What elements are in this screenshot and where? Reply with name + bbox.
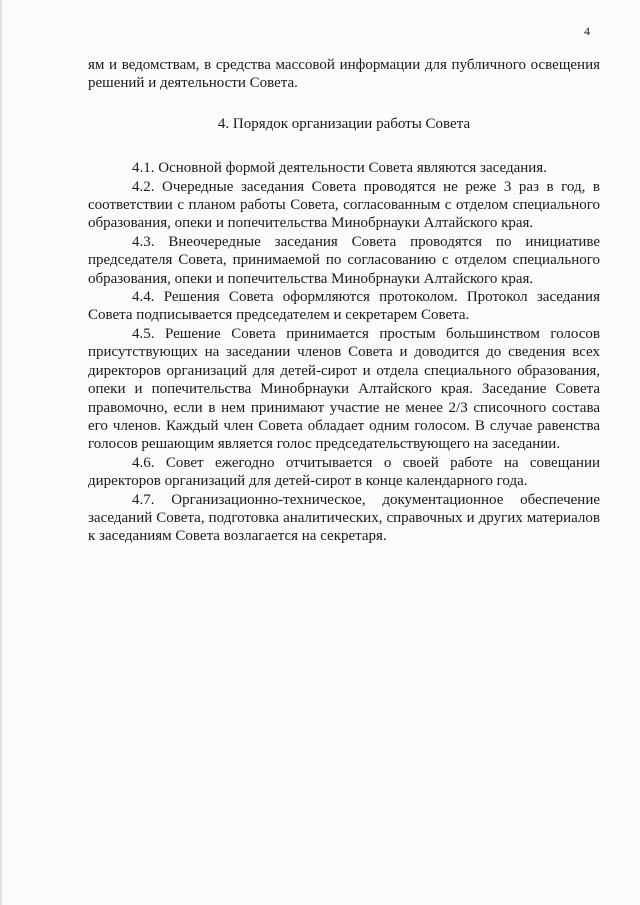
page-number: 4 — [584, 24, 590, 38]
scan-edge — [0, 0, 2, 905]
paragraph-4-5: 4.5. Решение Совета принимается простым большинством голосов присутствующих на заседании членов Совета и доводится до сведения всех директоров организаций для детей-сирот и отдела специального образования, опеки и попечительства Минобрнауки Алтайского края. Заседание Совета правомочно, если в нем принимают участие не менее 2/3 списочного состава его членов. Каждый член Совета обладает одним голосом. В случае равенства голосов решающим является голос председательствующего на заседании. — [88, 325, 600, 453]
paragraph-4-3: 4.3. Внеочередные заседания Совета проводятся по инициативе председателя Совета, принимаемой по согласованию с отделом специального образования, опеки и попечительства Минобрнауки Алтайского края. — [88, 233, 600, 287]
paragraph-4-6: 4.6. Совет ежегодно отчитывается о своей работе на совещании директоров организаций для детей-сирот в конце календарного года. — [88, 454, 600, 490]
paragraph-4-7: 4.7. Организационно-техническое, документационное обеспечение заседаний Совета, подготовка аналитических, справочных и других материалов к заседаниям Совета возлагается на секретаря. — [88, 491, 600, 545]
paragraph-4-4: 4.4. Решения Совета оформляются протоколом. Протокол заседания Совета подписывается председателем и секретарем Совета. — [88, 289, 600, 324]
section-heading: 4. Порядок организации работы Совета — [217, 115, 471, 132]
paragraph-4-2: 4.2. Очередные заседания Совета проводятся не реже 3 раз в год, в соответствии с планом работы Совета, согласованным с отделом специального образования, опеки и попечительства Минобрнауки Алтайского края. — [88, 178, 600, 232]
intro-paragraph: ям и ведомствам, в средства массовой информации для публичного освещения решений и деятельности Совета. — [88, 57, 600, 92]
paragraph-4-1: 4.1. Основной формой деятельности Совета являются заседания. — [132, 160, 547, 177]
document-body — [88, 56, 600, 546]
